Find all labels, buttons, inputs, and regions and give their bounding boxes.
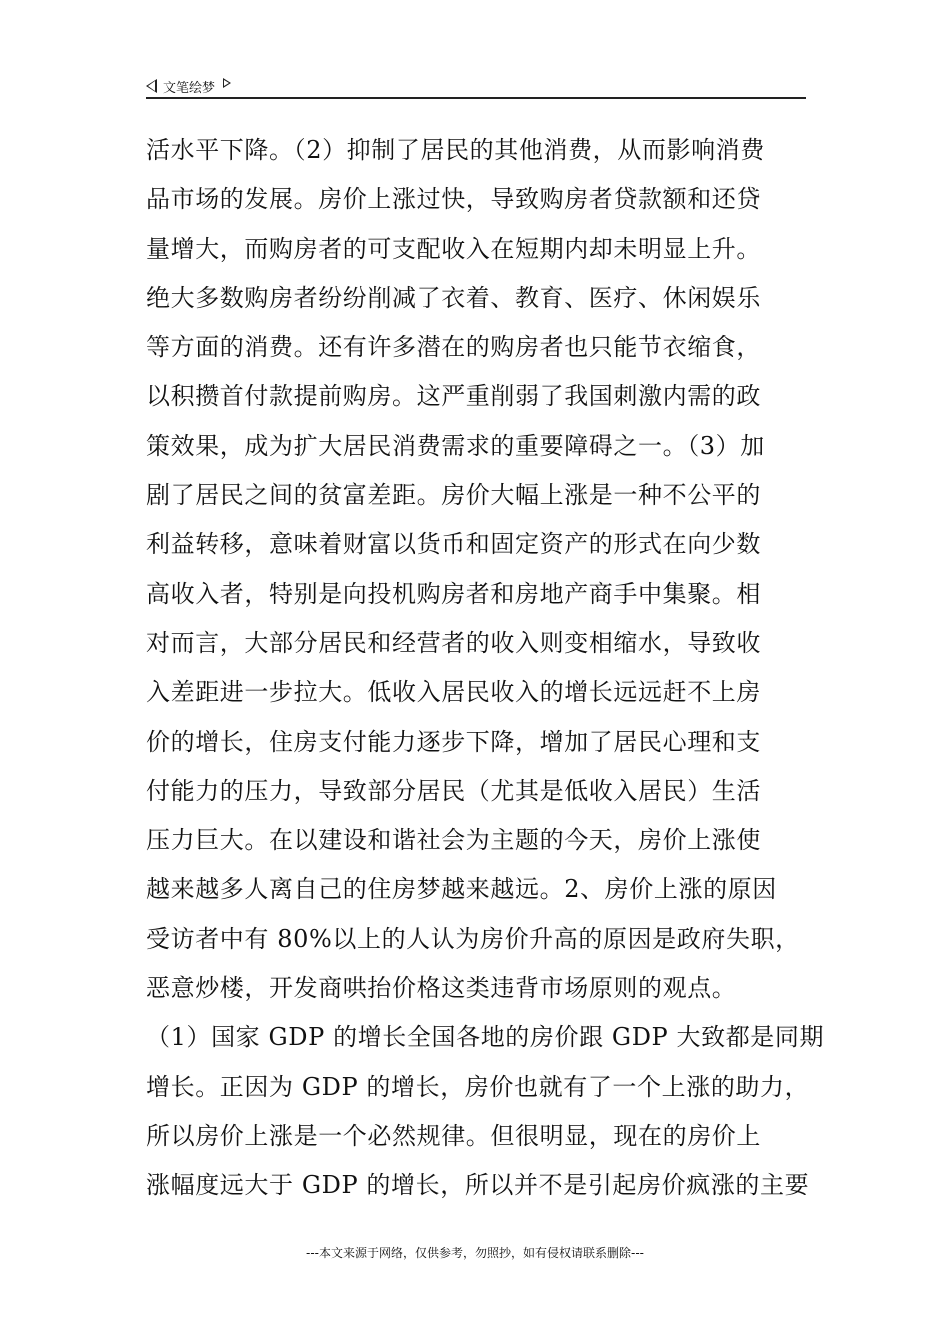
text-line: 付能力的压力，导致部分居民（尤其是低收入居民）生活 bbox=[146, 776, 761, 805]
triangle-left-icon bbox=[146, 79, 157, 93]
text-line: 对而言，大部分居民和经营者的收入则变相缩水，导致收 bbox=[146, 628, 761, 657]
text-line: 压力巨大。在以建设和谐社会为主题的今天，房价上涨使 bbox=[146, 826, 761, 855]
text-line: 等方面的消费。还有许多潜在的购房者也只能节衣缩食， bbox=[146, 333, 761, 362]
text-line: 越来越多人离自己的住房梦越来越远。2、房价上涨的原因 bbox=[146, 875, 777, 904]
text-line: 量增大，而购房者的可支配收入在短期内却未明显上升。 bbox=[146, 234, 761, 263]
header-divider bbox=[146, 97, 806, 99]
text-line: 策效果，成为扩大居民消费需求的重要障碍之一。（3）加 bbox=[146, 431, 765, 460]
text-line: 以积攒首付款提前购房。这严重削弱了我国刺激内需的政 bbox=[146, 382, 761, 411]
text-line: 入差距进一步拉大。低收入居民收入的增长远远赶不上房 bbox=[146, 678, 761, 707]
text-line: 剧了居民之间的贫富差距。房价大幅上涨是一种不公平的 bbox=[146, 481, 761, 510]
text-line: 活水平下降。（2）抑制了居民的其他消费，从而影响消费 bbox=[146, 136, 765, 164]
text-line: （1）国家 GDP 的增长全国各地的房价跟 GDP 大致都是同期 bbox=[146, 1023, 825, 1052]
page-header bbox=[146, 74, 806, 98]
text-line: 绝大多数购房者纷纷削减了衣着、教育、医疗、休闲娱乐 bbox=[146, 283, 761, 312]
text-line: 利益转移，意味着财富以货币和固定资产的形式在向少数 bbox=[146, 530, 761, 559]
header-title: 文笔绘梦 bbox=[163, 80, 216, 96]
body-text bbox=[146, 126, 825, 1211]
text-line: 涨幅度远大于 GDP 的增长，所以并不是引起房价疯涨的主要 bbox=[146, 1171, 810, 1200]
text-line: 价的增长，住房支付能力逐步下降，增加了居民心理和支 bbox=[146, 727, 761, 756]
text-line: 增长。正因为 GDP 的增长，房价也就有了一个上涨的助力， bbox=[146, 1072, 810, 1101]
text-line: 品市场的发展。房价上涨过快，导致购房者贷款额和还贷 bbox=[146, 185, 761, 214]
text-line: 恶意炒楼，开发商哄抬价格这类违背市场原则的观点。 bbox=[146, 974, 737, 1003]
page-footer: ---本文来源于网络，仅供参考，勿照抄，如有侵权请联系删除--- bbox=[306, 1246, 644, 1260]
text-line: 高收入者，特别是向投机购房者和房地产商手中集聚。相 bbox=[146, 579, 761, 608]
text-line: 所以房价上涨是一个必然规律。但很明显，现在的房价上 bbox=[146, 1121, 761, 1150]
triangle-right-icon bbox=[223, 78, 231, 88]
text-line: 受访者中有 80%以上的人认为房价升高的原因是政府失职， bbox=[146, 924, 800, 953]
